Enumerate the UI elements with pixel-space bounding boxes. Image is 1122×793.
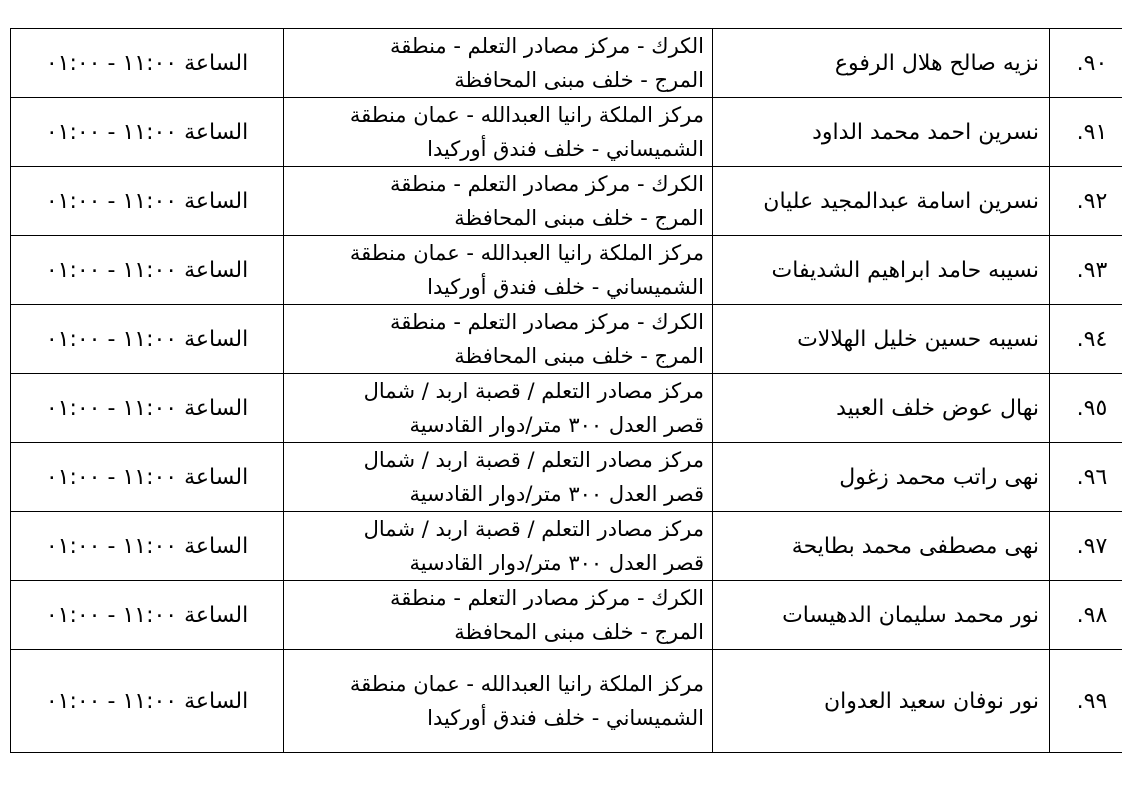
exam-time: الساعة ١١:٠٠ - ٠١:٠٠ [11,443,284,512]
row-number: ٩٨. [1050,581,1122,650]
exam-time: الساعة ١١:٠٠ - ٠١:٠٠ [11,167,284,236]
person-name: نهال عوض خلف العبيد [713,374,1050,443]
row-number: ٩٩. [1050,650,1122,753]
exam-time: الساعة ١١:٠٠ - ٠١:٠٠ [11,98,284,167]
exam-time: الساعة ١١:٠٠ - ٠١:٠٠ [11,374,284,443]
exam-location [284,650,713,753]
row-number: ٩١. [1050,98,1122,167]
exam-location [284,374,713,443]
location-line-1: مركز الملكة رانيا العبدالله - عمان منطقة [349,241,704,265]
location-line-1: الكرك - مركز مصادر التعلم - منطقة [389,172,704,196]
table-row [11,650,1122,753]
person-name: نور نوفان سعيد العدوان [713,650,1050,753]
person-name: نهى مصطفى محمد بطايحة [713,512,1050,581]
location-line-1: الكرك - مركز مصادر التعلم - منطقة [389,34,704,58]
person-name: نسيبه حسين خليل الهلالات [713,305,1050,374]
exam-location [284,236,713,305]
exam-time: الساعة ١١:٠٠ - ٠١:٠٠ [11,236,284,305]
person-name: نزيه صالح هلال الرفوع [713,29,1050,98]
row-number: ٩٠. [1050,29,1122,98]
table-row [11,167,1122,236]
exam-time: الساعة ١١:٠٠ - ٠١:٠٠ [11,512,284,581]
location-line-2: الشميساني - خلف فندق أوركيدا [427,137,704,161]
schedule-table [10,28,1122,753]
exam-location [284,29,713,98]
exam-time: الساعة ١١:٠٠ - ٠١:٠٠ [11,650,284,753]
person-name: نهى راتب محمد زغول [713,443,1050,512]
location-line-2: قصر العدل ٣٠٠ متر/دوار القادسية [409,413,704,437]
person-name: نسرين اسامة عبدالمجيد عليان [713,167,1050,236]
location-line-2: قصر العدل ٣٠٠ متر/دوار القادسية [409,551,704,575]
location-line-1: مركز الملكة رانيا العبدالله - عمان منطقة [349,672,704,696]
location-line-2: الشميساني - خلف فندق أوركيدا [427,706,704,730]
table-row [11,236,1122,305]
location-line-1: مركز مصادر التعلم / قصبة اربد / شمال [363,448,704,472]
location-line-2: الشميساني - خلف فندق أوركيدا [427,275,704,299]
person-name: نسيبه حامد ابراهيم الشديفات [713,236,1050,305]
location-line-2: المرج - خلف مبنى المحافظة [454,620,704,644]
table-row [11,443,1122,512]
exam-location [284,305,713,374]
schedule-table-body [11,29,1122,753]
table-row [11,374,1122,443]
schedule-sheet [10,28,1106,753]
location-line-1: مركز مصادر التعلم / قصبة اربد / شمال [363,517,704,541]
location-line-2: المرج - خلف مبنى المحافظة [454,68,704,92]
location-line-1: الكرك - مركز مصادر التعلم - منطقة [389,586,704,610]
exam-location [284,512,713,581]
location-line-2: قصر العدل ٣٠٠ متر/دوار القادسية [409,482,704,506]
exam-location [284,167,713,236]
exam-time: الساعة ١١:٠٠ - ٠١:٠٠ [11,581,284,650]
row-number: ٩٦. [1050,443,1122,512]
location-line-2: المرج - خلف مبنى المحافظة [454,206,704,230]
exam-location [284,581,713,650]
row-number: ٩٢. [1050,167,1122,236]
table-row [11,581,1122,650]
row-number: ٩٥. [1050,374,1122,443]
row-number: ٩٣. [1050,236,1122,305]
location-line-1: مركز الملكة رانيا العبدالله - عمان منطقة [349,103,704,127]
row-number: ٩٧. [1050,512,1122,581]
exam-location [284,443,713,512]
location-line-2: المرج - خلف مبنى المحافظة [454,344,704,368]
table-row [11,305,1122,374]
person-name: نسرين احمد محمد الداود [713,98,1050,167]
location-line-1: الكرك - مركز مصادر التعلم - منطقة [389,310,704,334]
person-name: نور محمد سليمان الدهيسات [713,581,1050,650]
exam-time: الساعة ١١:٠٠ - ٠١:٠٠ [11,29,284,98]
exam-location [284,98,713,167]
table-row [11,29,1122,98]
table-row [11,512,1122,581]
table-row [11,98,1122,167]
exam-time: الساعة ١١:٠٠ - ٠١:٠٠ [11,305,284,374]
row-number: ٩٤. [1050,305,1122,374]
location-line-1: مركز مصادر التعلم / قصبة اربد / شمال [363,379,704,403]
